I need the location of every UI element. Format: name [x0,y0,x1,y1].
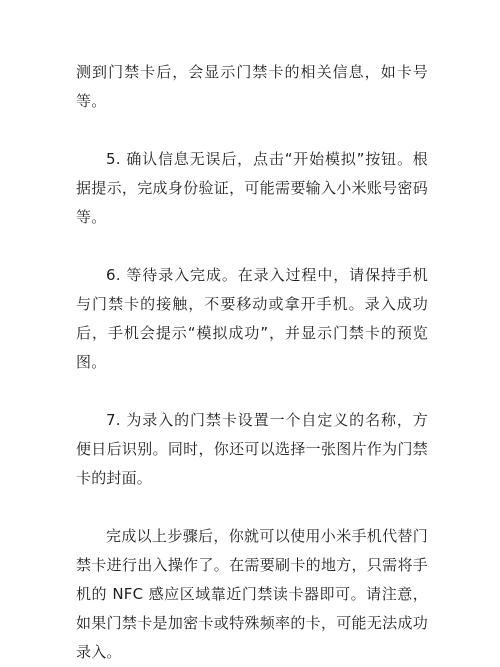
paragraph-step-5: 5. 确认信息无误后，点击“开始模拟”按钮。根据提示，完成身份验证，可能需要输入小米账号密码等。 [76,150,428,226]
paragraph-card-detected: 测到门禁卡后，会显示门禁卡的相关信息，如卡号等。 [76,63,428,110]
paragraph-spacer [76,377,428,406]
paragraph-spacer [76,232,428,261]
paragraph-conclusion: 完成以上步骤后，你就可以使用小米手机代替门禁卡进行出入操作了。在需要刷卡的地方，只需将手机的 NFC 感应区域靠近门禁读卡器即可。请注意，如果门禁卡是加密卡或特殊频率的卡，可能无法成功录入。 [76,527,428,661]
paragraph-step-7: 7. 为录入的门禁卡设置一个自定义的名称，方便日后识别。同时，你还可以选择一张图片作为门禁卡的封面。 [76,411,428,487]
paragraph-spacer [76,116,428,145]
paragraph-spacer [76,493,428,522]
article-body [76,58,428,667]
paragraph-step-6: 6. 等待录入完成。在录入过程中，请保持手机与门禁卡的接触，不要移动或拿开手机。录入成功后，手机会提示“模拟成功”，并显示门禁卡的预览图。 [76,266,428,371]
